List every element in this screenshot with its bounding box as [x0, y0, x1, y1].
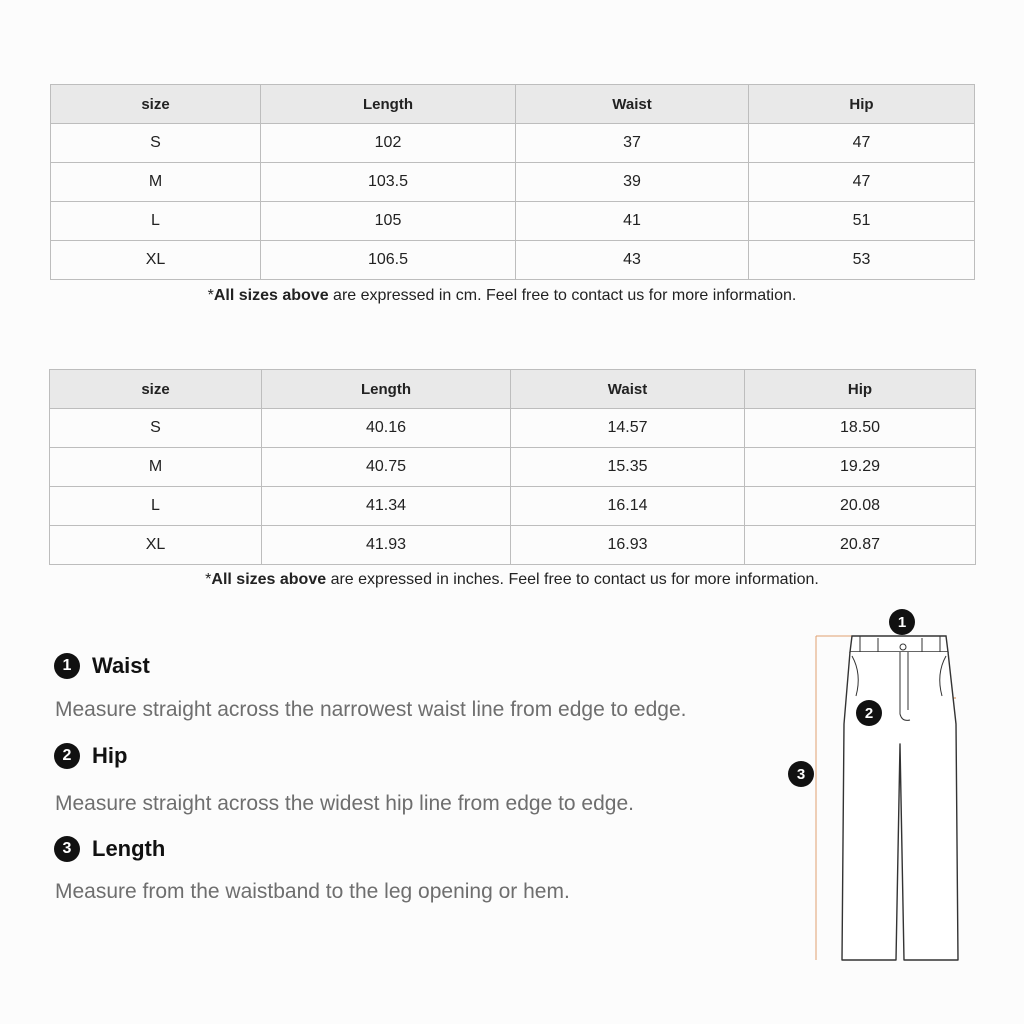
cell-length: 41.93 [262, 526, 511, 565]
cell-size: S [50, 409, 262, 448]
cell-hip: 19.29 [745, 448, 976, 487]
note-bold: All sizes above [211, 571, 327, 588]
cell-waist: 43 [516, 241, 749, 280]
cell-size: M [51, 163, 261, 202]
header-length: Length [262, 370, 511, 409]
note-rest: are expressed in cm. Feel free to contact us for more information. [328, 287, 797, 304]
guide-desc-waist: Measure straight across the narrowest waist line from edge to edge. [55, 698, 687, 721]
cell-length: 102 [261, 124, 516, 163]
guide-title-waist [54, 653, 150, 679]
table-header-row [51, 85, 975, 124]
note-prefix: * [205, 571, 212, 588]
header-hip: Hip [745, 370, 976, 409]
number-3-icon: 3 [788, 761, 814, 787]
header-size: size [50, 370, 262, 409]
cell-hip: 51 [749, 202, 975, 241]
cell-length: 41.34 [262, 487, 511, 526]
cell-hip: 47 [749, 124, 975, 163]
table-row [51, 241, 975, 280]
number-3-icon: 3 [54, 836, 80, 862]
guide-title-text: Hip [92, 743, 128, 768]
table-note-inches [0, 571, 1024, 589]
cell-hip: 20.87 [745, 526, 976, 565]
table-row [50, 487, 976, 526]
cell-length: 103.5 [261, 163, 516, 202]
cell-waist: 14.57 [511, 409, 745, 448]
header-waist: Waist [516, 85, 749, 124]
cell-size: S [51, 124, 261, 163]
cell-size: XL [50, 526, 262, 565]
pants-diagram [796, 604, 980, 964]
note-prefix: * [207, 287, 214, 304]
table-note-cm [0, 287, 1014, 305]
cell-length: 40.75 [262, 448, 511, 487]
cell-size: L [51, 202, 261, 241]
cell-waist: 16.14 [511, 487, 745, 526]
guide-desc-length: Measure from the waistband to the leg opening or hem. [55, 880, 570, 903]
cell-size: L [50, 487, 262, 526]
table-header-row [50, 370, 976, 409]
guide-title-text: Length [92, 836, 166, 861]
cell-length: 105 [261, 202, 516, 241]
cell-waist: 16.93 [511, 526, 745, 565]
table-row [51, 163, 975, 202]
number-1-icon: 1 [889, 609, 915, 635]
size-table-inches [49, 369, 976, 565]
cell-waist: 15.35 [511, 448, 745, 487]
note-bold: All sizes above [213, 287, 329, 304]
cell-waist: 41 [516, 202, 749, 241]
size-table-cm [50, 84, 975, 280]
cell-hip: 53 [749, 241, 975, 280]
cell-waist: 37 [516, 124, 749, 163]
guide-title-text: Waist [92, 653, 150, 678]
header-length: Length [261, 85, 516, 124]
guide-title-hip [54, 743, 127, 769]
table-row [50, 409, 976, 448]
number-2-icon: 2 [856, 700, 882, 726]
cell-waist: 39 [516, 163, 749, 202]
table-row [50, 526, 976, 565]
header-size: size [51, 85, 261, 124]
guide-desc-hip: Measure straight across the widest hip line from edge to edge. [55, 792, 634, 815]
number-1-icon: 1 [54, 653, 80, 679]
table-row [51, 202, 975, 241]
table-row [51, 124, 975, 163]
header-hip: Hip [749, 85, 975, 124]
cell-size: M [50, 448, 262, 487]
number-2-icon: 2 [54, 743, 80, 769]
header-waist: Waist [511, 370, 745, 409]
cell-hip: 47 [749, 163, 975, 202]
guide-title-length [54, 836, 165, 862]
table-row [50, 448, 976, 487]
pants-icon [800, 604, 980, 964]
cell-hip: 20.08 [745, 487, 976, 526]
cell-length: 106.5 [261, 241, 516, 280]
cell-size: XL [51, 241, 261, 280]
note-rest: are expressed in inches. Feel free to contact us for more information. [326, 571, 819, 588]
cell-hip: 18.50 [745, 409, 976, 448]
cell-length: 40.16 [262, 409, 511, 448]
